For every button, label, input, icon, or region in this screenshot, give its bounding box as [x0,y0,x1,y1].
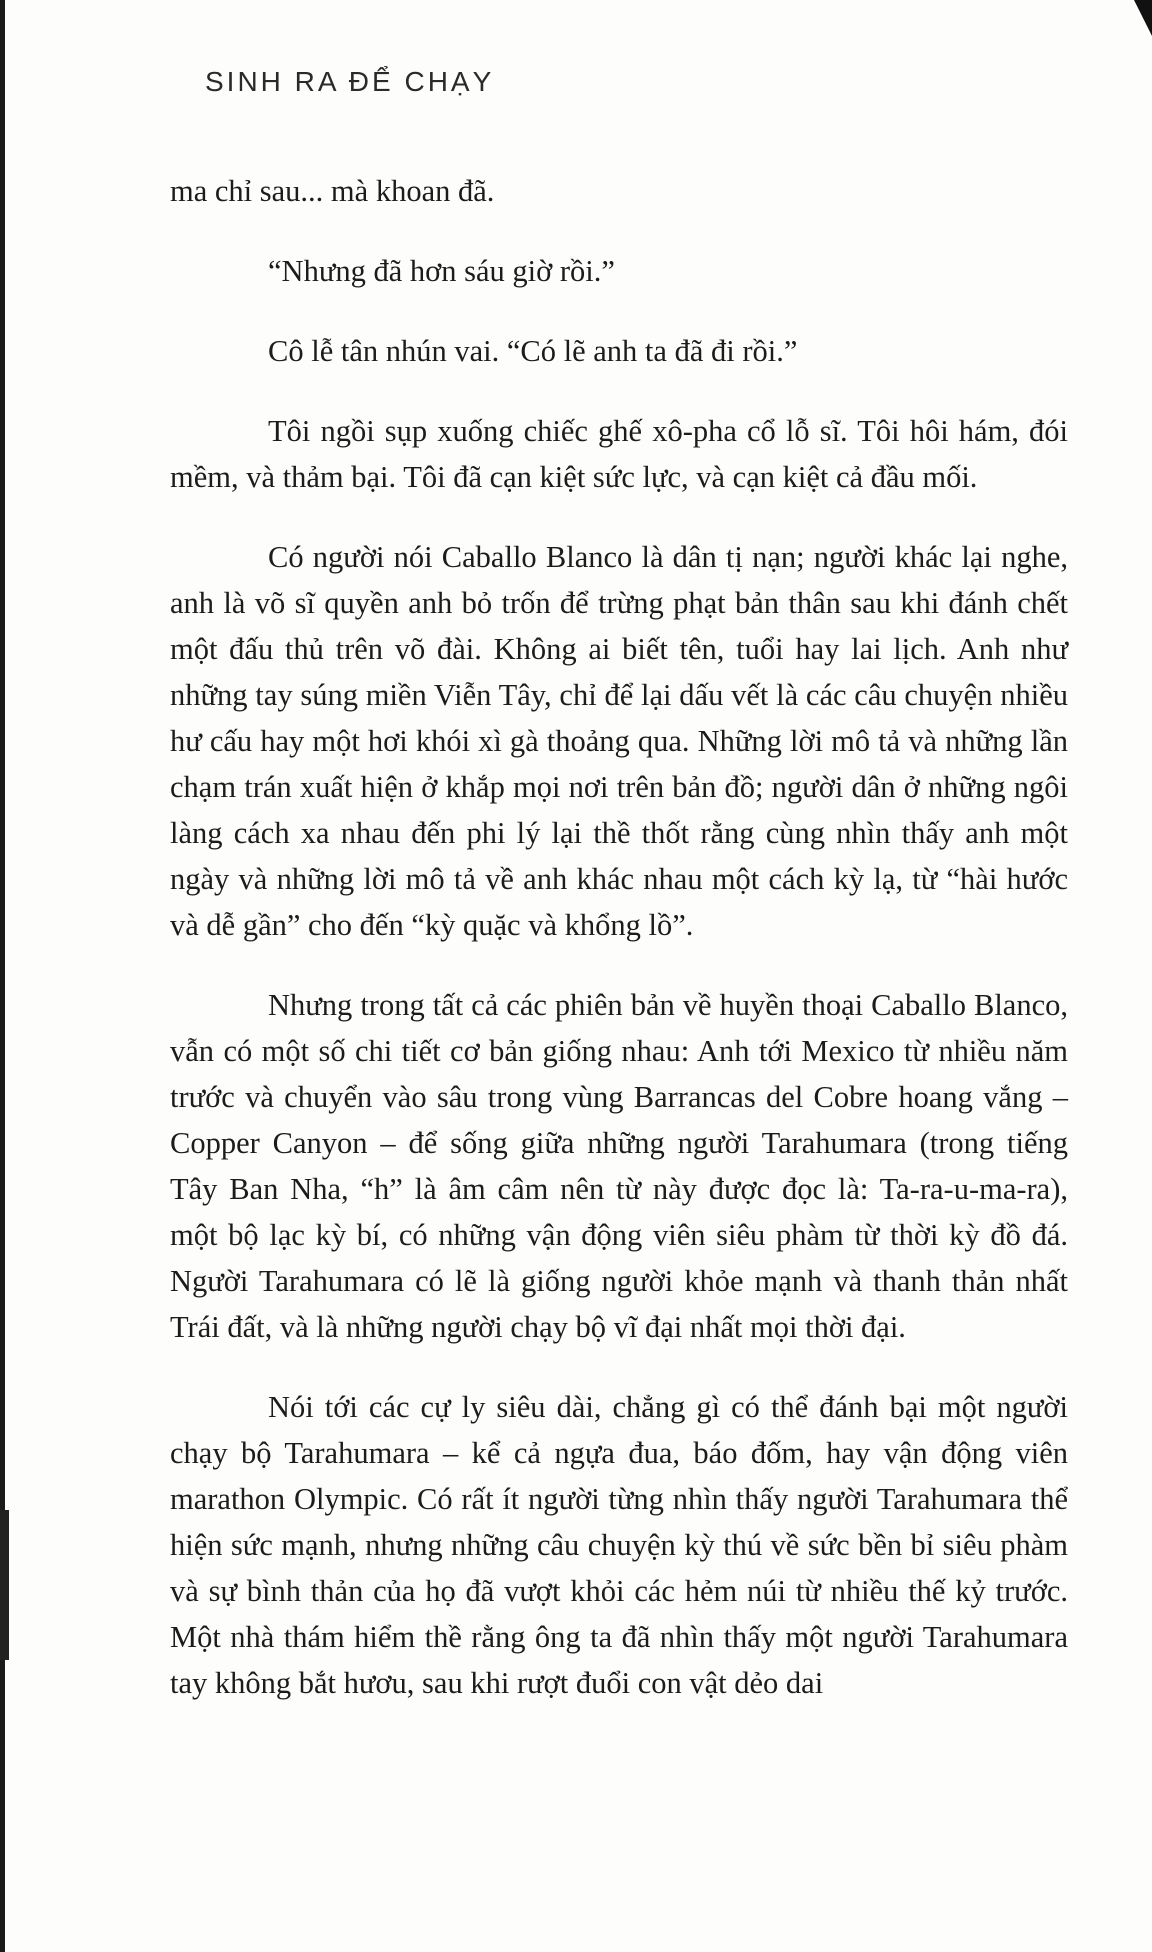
paragraph: Có người nói Caballo Blanco là dân tị nạn; người khác lại nghe, anh là võ sĩ quyền anh bỏ trốn để trừng phạt bản thân sau khi đánh chết một đấu thủ trên võ đài. Không ai biết tên, tuổi hay lai lịch. Anh như những tay súng miền Viễn Tây, chỉ để lại dấu vết là các câu chuyện nhiều hư cấu hay một hơi khói xì gà thoảng qua. Những lời mô tả và những lần chạm trán xuất hiện ở khắp mọi nơi trên bản đồ; người dân ở những ngôi làng cách xa nhau đến phi lý lại thề thốt rằng cùng nhìn thấy anh một ngày và những lời mô tả về anh khác nhau một cách kỳ lạ, từ “hài hước và dễ gần” cho đến “kỳ quặc và khổng lồ”. [170,540,1068,942]
paragraph: Nhưng trong tất cả các phiên bản về huyền thoại Caballo Blanco, vẫn có một số chi tiết cơ bản giống nhau: Anh tới Mexico từ nhiều năm trước và chuyển vào sâu trong vùng Barrancas del Cobre hoang vắng – Copper Canyon – để sống giữa những người Tarahumara (trong tiếng Tây Ban Nha, “h” là âm câm nên từ này được đọc là: Ta-ra-u-ma-ra), một bộ lạc kỳ bí, có những vận động viên siêu phàm từ thời kỳ đồ đá. Người Tarahumara có lẽ là giống người khỏe mạnh và thanh thản nhất Trái đất, và là những người chạy bộ vĩ đại nhất mọi thời đại. [170,988,1068,1344]
running-header: SINH RA ĐỂ CHẠY [205,66,495,97]
paragraph: ma chỉ sau... mà khoan đã. [170,174,495,208]
corner-mark [1134,0,1152,36]
paragraph: Cô lễ tân nhún vai. “Có lẽ anh ta đã đi rồi.” [268,334,798,368]
paragraph: Nói tới các cự ly siêu dài, chẳng gì có thể đánh bại một người chạy bộ Tarahumara – kể cả ngựa đua, báo đốm, hay vận động viên marathon Olympic. Có rất ít người từng nhìn thấy người Tarahumara thể hiện sức mạnh, nhưng những câu chuyện kỳ thú về sức bền bỉ siêu phàm và sự bình thản của họ đã vượt khỏi các hẻm núi từ nhiều thế kỷ trước. Một nhà thám hiểm thề rằng ông ta đã nhìn thấy một người Tarahumara tay không bắt hươu, sau khi rượt đuổi con vật dẻo dai [170,1390,1068,1700]
page-edge-shadow [0,1510,9,1660]
paragraph: Tôi ngồi sụp xuống chiếc ghế xô-pha cổ lỗ sĩ. Tôi hôi hám, đói mềm, và thảm bại. Tôi đã cạn kiệt sức lực, và cạn kiệt cả đầu mối. [170,414,1068,494]
paragraph: “Nhưng đã hơn sáu giờ rồi.” [268,254,615,288]
body-text [170,168,1068,1706]
